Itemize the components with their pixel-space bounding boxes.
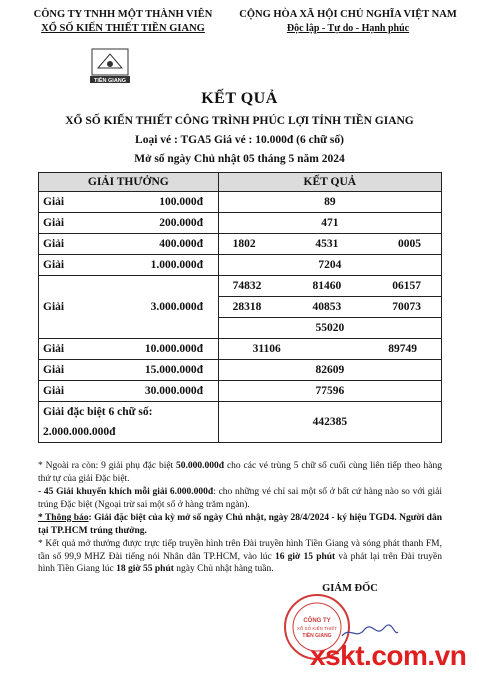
prize-label: Giải: [43, 196, 65, 208]
logo-text: TIỀN GIANG: [93, 78, 127, 84]
result-number: 0005: [398, 238, 421, 250]
prize-label: Giải: [43, 259, 65, 271]
table-row: [39, 192, 442, 213]
lottery-logo-icon: [88, 48, 132, 84]
company-block: [18, 8, 228, 36]
result-number: 77596: [218, 381, 441, 402]
result-number: 28318: [232, 301, 262, 313]
result-number: 4531: [315, 238, 339, 250]
prize-cell: [39, 255, 219, 276]
note-heading: * Thông báo: [38, 513, 89, 523]
result-number: 1802: [232, 238, 256, 250]
result-number: 40853: [312, 301, 342, 313]
prize-cell: [39, 213, 219, 234]
special-prize-label: Giải đặc biệt 6 chữ số:: [43, 406, 153, 418]
note-broadcast: [38, 538, 442, 576]
results-table: [38, 172, 442, 443]
page-title: KẾT QUẢ: [201, 90, 278, 107]
note-text: : Giải đặc biệt của kỳ mở số ngày Chủ nhật, ngày 28/4/2024 - ký hiệu TGD4. Người dân tại TP.HCM trúng thưởng.: [38, 513, 442, 536]
site-watermark: xskt.com.vn: [310, 640, 467, 671]
special-prize-number: 442385: [218, 402, 441, 443]
table-row: [39, 276, 442, 297]
document-header: [0, 8, 479, 92]
table-row: [39, 360, 442, 381]
ticket-info: Loại vé : TGA5 Giá vé : 10.000đ (6 chữ số): [135, 134, 344, 146]
special-prize-amount: 2.000.000.000đ: [43, 426, 116, 438]
table-row: [39, 255, 442, 276]
national-motto: Độc lập - Tự do - Hạnh phúc: [286, 23, 410, 34]
notes-section: [38, 460, 442, 577]
company-name-line2: [18, 22, 228, 36]
company-name-line1: CÔNG TY TNHH MỘT THÀNH VIÊN: [33, 9, 213, 20]
note-text: : cho những vé chỉ sai một số ở bất cứ hàng nào so với giải trúng Đặc biệt (Ngoại trừ sai một số ở hàng trăm ngàn).: [38, 487, 442, 510]
special-prize-row: [39, 402, 442, 443]
table-row: [39, 339, 442, 360]
result-number: 31106: [252, 343, 281, 355]
result-cell: [218, 297, 441, 318]
prize-cell: [39, 360, 219, 381]
page-subtitle: XỔ SỐ KIẾN THIẾT CÔNG TRÌNH PHÚC LỢI TỈNH TIỀN GIANG: [65, 115, 414, 127]
prize-amount: 1.000.000đ: [150, 259, 203, 271]
prize-label: Giải: [43, 217, 65, 229]
note-announcement: [38, 512, 442, 537]
note-encouragement: [38, 486, 442, 511]
prize-label: Giải: [43, 301, 65, 313]
result-cell: [218, 276, 441, 297]
result-number: 55020: [218, 318, 441, 339]
result-number: 70073: [392, 301, 421, 313]
country-name: CỘNG HÒA XÃ HỘI CHỦ NGHĨA VIỆT NAM: [239, 9, 457, 20]
table-row: [39, 381, 442, 402]
col-result-header: KẾT QUẢ: [218, 173, 441, 192]
note-text: ngày Chủ nhật hàng tuần.: [173, 564, 274, 574]
note-text: và phát lại trên Đài truyền hình Tiền Giang lúc: [38, 551, 443, 574]
director-title: GIÁM ĐỐC: [322, 583, 378, 594]
prize-amount: 3.000.000đ: [150, 301, 203, 313]
note-amount: 50.000.000đ: [176, 461, 225, 471]
note-text: * Ngoài ra còn: 9 giải phụ đặc biệt: [38, 461, 177, 471]
table-row: [39, 213, 442, 234]
note-text: * Kết quả mở thưởng được trực tiếp truyền hình trên Đài truyền hình Tiền Giang và sóng phát thanh FM, tần số 99,9 MHZ Đài tiếng nói Nhân dân TP.HCM, vào lúc: [38, 539, 442, 562]
result-cell: [218, 234, 441, 255]
col-prize-header: GIẢI THƯỞNG: [39, 173, 219, 192]
table-row: [39, 234, 442, 255]
signature-icon: [340, 622, 400, 642]
result-number: 471: [218, 213, 441, 234]
prize-amount: 400.000đ: [159, 238, 203, 250]
note-time: 18 giờ 55 phút: [116, 564, 174, 574]
prize-label: Giải: [43, 385, 65, 397]
special-prize-cell: [39, 402, 219, 443]
note-time: 16 giờ 15 phút: [274, 551, 336, 562]
table-header-row: [39, 173, 442, 192]
company-name-text: XỔ SỐ KIẾN THIẾT TIỀN GIANG: [41, 23, 205, 34]
result-number: 74832: [232, 280, 262, 292]
svg-text:TIỀN GIANG: TIỀN GIANG: [302, 633, 332, 639]
prize-cell: [39, 381, 219, 402]
result-number: 89749: [388, 343, 417, 355]
prize-amount: 100.000đ: [159, 196, 203, 208]
result-number: 7204: [218, 255, 441, 276]
prize-amount: 30.000.000đ: [144, 385, 203, 397]
prize-cell: [39, 192, 219, 213]
result-number: 82609: [218, 360, 441, 381]
note-consolation: [38, 460, 442, 485]
prize-label: Giải: [43, 364, 65, 376]
result-number: 06157: [392, 280, 421, 292]
prize-amount: 200.000đ: [159, 217, 203, 229]
result-number: 81460: [312, 280, 342, 292]
prize-label: Giải: [43, 238, 65, 250]
draw-date: Mở số ngày Chủ nhật 05 tháng 5 năm 2024: [134, 153, 345, 165]
prize-amount: 10.000.000đ: [144, 343, 203, 355]
prize-cell: [39, 276, 219, 339]
note-text: cho các vé trùng 5 chữ số cuối cùng liên tiếp theo hàng thứ tự của giải Đặc biệt.: [38, 461, 442, 484]
result-cell: [218, 339, 441, 360]
national-motto-block: [228, 8, 468, 36]
prize-cell: [39, 339, 219, 360]
note-heading: - 45 Giải khuyến khích mỗi giải 6.000.000đ: [38, 487, 214, 497]
prize-cell: [39, 234, 219, 255]
prize-label: Giải: [43, 343, 65, 355]
result-number: 89: [218, 192, 441, 213]
svg-text:XỔ SỐ KIẾN THIẾT: XỔ SỐ KIẾN THIẾT: [296, 626, 338, 631]
prize-amount: 15.000.000đ: [144, 364, 203, 376]
svg-text:CÔNG TY: CÔNG TY: [303, 618, 331, 624]
